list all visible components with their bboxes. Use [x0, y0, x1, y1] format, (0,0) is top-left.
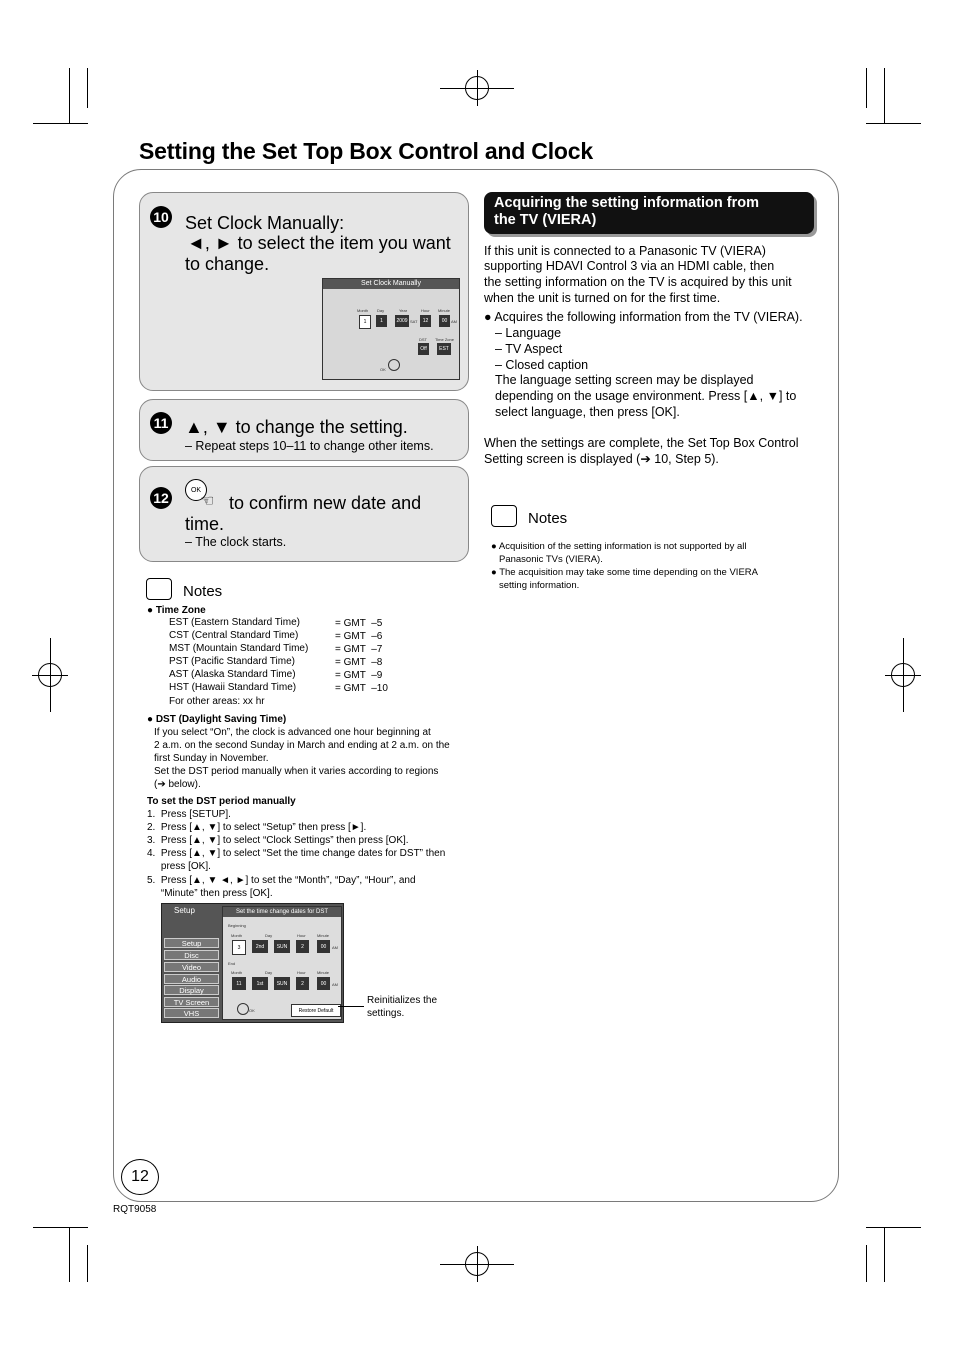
- crop-mark: [33, 1227, 88, 1228]
- am-label: AM: [451, 319, 457, 324]
- crop-mark: [866, 1227, 921, 1228]
- timezone-value: = GMT –7: [335, 644, 383, 655]
- dst-text: (➔ below).: [154, 779, 201, 790]
- crop-mark: [866, 68, 867, 108]
- end-month[interactable]: 11: [232, 977, 246, 990]
- note-item: setting information.: [499, 580, 580, 591]
- acquire-item: – TV Aspect: [495, 342, 563, 356]
- end-day[interactable]: SUN: [274, 977, 290, 990]
- notes-title: Notes: [183, 583, 223, 600]
- timezone-name: AST (Alaska Standard Time): [169, 669, 296, 680]
- column-label: Hour: [297, 970, 306, 975]
- dst-field[interactable]: Off: [418, 343, 429, 355]
- page-number-text: 12: [131, 1168, 149, 1185]
- callout-text: settings.: [367, 1008, 405, 1019]
- step-number: 10: [150, 206, 172, 228]
- month-field[interactable]: 1: [359, 315, 371, 329]
- note-item: Panasonic TVs (VIERA).: [499, 554, 603, 565]
- crop-mark: [69, 68, 70, 123]
- column-label: Month: [231, 970, 243, 975]
- step-12-box: [139, 466, 469, 562]
- dst-panel: [222, 906, 342, 1020]
- manual-step: 2. Press [▲, ▼] to select “Setup” then press [►].: [147, 822, 367, 833]
- callout-text: Reinitializes the: [367, 995, 438, 1006]
- menu-item-audio[interactable]: Audio: [164, 974, 219, 984]
- language-note: The language setting screen may be displayed: [495, 373, 754, 387]
- timezone-row: [169, 656, 295, 667]
- dst-text: first Sunday in November.: [154, 753, 269, 764]
- crop-mark: [32, 675, 68, 676]
- clock-screen: [322, 278, 460, 380]
- page-number: [121, 1159, 159, 1195]
- menu-item-disc[interactable]: Disc: [164, 950, 219, 960]
- begin-hour[interactable]: 2: [296, 940, 309, 953]
- step-subtext: – The clock starts.: [185, 535, 287, 549]
- timezone-row: [169, 630, 298, 641]
- manual-step: 1. Press [SETUP].: [147, 809, 231, 820]
- hour-field[interactable]: 12: [420, 315, 431, 327]
- note-text: Acquisition of the setting information is not supported by all: [498, 541, 747, 552]
- manual-step: 3. Press [▲, ▼] to select “Clock Settings” then press [OK].: [147, 835, 409, 846]
- manual-step: 5. Press [▲, ▼ ◄, ►] to set the “Month”, “Day”, “Hour”, and: [147, 875, 416, 886]
- timezone-value: = GMT –8: [335, 657, 383, 668]
- column-label: Minute: [317, 933, 330, 938]
- section-heading-line: the TV (VIERA): [494, 212, 597, 228]
- completion-text: When the settings are complete, the Set Top Box Control: [484, 436, 799, 450]
- column-label: Day: [265, 933, 273, 938]
- note-item: ● Acquisition of the setting information is not supported by all: [491, 541, 747, 552]
- intro-line: the setting information on the TV is acquired by this unit: [484, 275, 792, 289]
- acquire-item: – Closed caption: [495, 358, 589, 372]
- timezone-value: = GMT –9: [335, 670, 383, 681]
- crop-mark: [885, 675, 921, 676]
- dst-heading-text: DST (Daylight Saving Time): [155, 714, 287, 725]
- column-label: Month: [231, 933, 243, 938]
- minute-field[interactable]: 00: [439, 315, 450, 327]
- column-label: Minute: [317, 970, 330, 975]
- notes-icon: [146, 578, 172, 600]
- page-title: Setting the Set Top Box Control and Clock: [139, 138, 593, 164]
- timezone-value: = GMT –10: [335, 683, 388, 694]
- year-field[interactable]: 2009: [395, 315, 409, 327]
- panel-title: Set the time change dates for DST: [223, 907, 341, 917]
- acquire-bullet-text: Acquires the following information from the TV (VIERA).: [494, 310, 803, 324]
- step-instruction: to confirm new date and: [229, 493, 422, 513]
- field-label: Month: [357, 308, 369, 313]
- crop-mark: [884, 68, 885, 123]
- menu-item-tv-screen[interactable]: TV Screen: [164, 997, 219, 1007]
- crop-mark: [87, 68, 88, 108]
- step-number: 12: [150, 487, 172, 509]
- am-label: AM: [332, 945, 338, 950]
- timezone-row: [169, 643, 308, 654]
- timezone-heading-text: Time Zone: [155, 605, 206, 616]
- timezone-name: PST (Pacific Standard Time): [169, 656, 295, 667]
- crop-mark: [866, 123, 921, 124]
- ok-text: OK: [190, 486, 202, 494]
- setup-title: Setup: [174, 906, 195, 915]
- ok-icon: [388, 359, 400, 371]
- screen-title: Set Clock Manually: [323, 279, 459, 289]
- begin-week[interactable]: 2nd: [252, 940, 268, 953]
- section-heading: [484, 192, 814, 234]
- notes-title: Notes: [528, 510, 568, 527]
- field-label: DST: [419, 337, 427, 342]
- step-instruction: time.: [185, 514, 225, 534]
- menu-item-vhs[interactable]: VHS: [164, 1008, 219, 1018]
- day-field[interactable]: 1: [376, 315, 387, 327]
- acquire-bullet: ● Acquires the following information from the TV (VIERA).: [484, 310, 803, 324]
- dst-heading: ● DST (Daylight Saving Time): [147, 714, 287, 725]
- manual-heading: To set the DST period manually: [147, 796, 296, 807]
- notes-icon: [491, 505, 517, 527]
- begin-month[interactable]: 3: [232, 940, 246, 955]
- completion-text: Setting screen is displayed (➔ 10, Step 5).: [484, 452, 719, 466]
- field-label: Hour: [421, 308, 430, 313]
- note-item: ● The acquisition may take some time depending on the VIERA: [491, 567, 758, 578]
- end-minute[interactable]: 00: [317, 977, 330, 990]
- menu-item-setup[interactable]: Setup: [164, 938, 219, 948]
- crop-mark: [33, 123, 88, 124]
- timezone-value: = GMT –6: [335, 631, 383, 642]
- other-areas: For other areas: xx hr: [169, 696, 265, 707]
- end-hour[interactable]: 2: [296, 977, 309, 990]
- intro-line: when the unit is turned on for the first time.: [484, 291, 721, 305]
- step-11-box: [139, 399, 469, 461]
- timezone-row: [169, 682, 296, 693]
- section-heading-line: Acquiring the setting information from: [494, 195, 760, 211]
- manual-step: press [OK].: [147, 861, 211, 872]
- column-label: Hour: [297, 933, 306, 938]
- begin-day[interactable]: SUN: [274, 940, 290, 953]
- callout-line: [338, 1006, 364, 1007]
- field-label: Day: [377, 308, 385, 313]
- timezone-field[interactable]: EST: [437, 343, 451, 355]
- crop-mark: [477, 70, 478, 106]
- dst-text: If you select “On”, the clock is advanced one hour beginning at: [154, 727, 431, 738]
- crop-mark: [87, 1245, 88, 1282]
- language-note: depending on the usage environment. Press [▲, ▼] to: [495, 389, 797, 403]
- end-label: End: [228, 961, 236, 966]
- timezone-row: [169, 617, 300, 628]
- step-instruction: ▲, ▼ to change the setting.: [185, 417, 408, 437]
- menu-item-video[interactable]: Video: [164, 962, 219, 972]
- field-label: Time Zone: [435, 337, 454, 342]
- crop-mark: [884, 1227, 885, 1282]
- language-note: select language, then press [OK].: [495, 405, 680, 419]
- ok-icon: [237, 1003, 249, 1015]
- restore-default-button[interactable]: Restore Default: [291, 1004, 341, 1017]
- timezone-row: [169, 669, 296, 680]
- step-instruction: ◄, ► to select the item you want: [187, 233, 451, 253]
- weekday-label: SAT: [410, 319, 418, 324]
- dst-text: Set the DST period manually when it varies according to regions: [154, 766, 439, 777]
- step-subtext: – Repeat steps 10–11 to change other items.: [185, 439, 434, 453]
- timezone-name: MST (Mountain Standard Time): [169, 643, 309, 654]
- document-code: RQT9058: [113, 1204, 157, 1215]
- dst-text: 2 a.m. on the second Sunday in March and ending at 2 a.m. on the: [154, 740, 450, 751]
- crop-mark: [477, 1246, 478, 1282]
- intro-line: If this unit is connected to a Panasonic TV (VIERA): [484, 244, 766, 258]
- begin-minute[interactable]: 00: [317, 940, 330, 953]
- crop-mark: [69, 1227, 70, 1282]
- am-label: AM: [332, 982, 338, 987]
- manual-step: 4. Press [▲, ▼] to select “Set the time change dates for DST” then: [147, 848, 446, 859]
- acquire-item: – Language: [495, 326, 562, 340]
- field-label: Minute: [438, 308, 451, 313]
- menu-item-display[interactable]: Display: [164, 985, 219, 995]
- ok-label: OK: [380, 367, 386, 372]
- beginning-label: Beginning: [228, 923, 246, 928]
- column-label: Day: [265, 970, 273, 975]
- crop-mark: [866, 1245, 867, 1282]
- step-instruction: Set Clock Manually:: [185, 213, 345, 233]
- field-label: Year: [399, 308, 408, 313]
- timezone-name: HST (Hawaii Standard Time): [169, 682, 297, 693]
- note-text: The acquisition may take some time depending on the VIERA: [499, 567, 758, 578]
- timezone-name: CST (Central Standard Time): [169, 630, 299, 641]
- end-week[interactable]: 1st: [252, 977, 268, 990]
- hand-icon: ☜: [200, 493, 215, 510]
- step-number: 11: [150, 412, 172, 434]
- step-10-box: [139, 192, 469, 391]
- timezone-heading: ● Time Zone: [147, 605, 206, 616]
- manual-step: “Minute” then press [OK].: [147, 888, 273, 899]
- timezone-name: EST (Eastern Standard Time): [169, 617, 300, 628]
- timezone-value: = GMT –5: [335, 618, 383, 629]
- ok-label: OK: [249, 1008, 255, 1013]
- intro-line: supporting HDAVI Control 3 via an HDMI cable, then: [484, 259, 775, 273]
- step-instruction: to change.: [185, 254, 270, 274]
